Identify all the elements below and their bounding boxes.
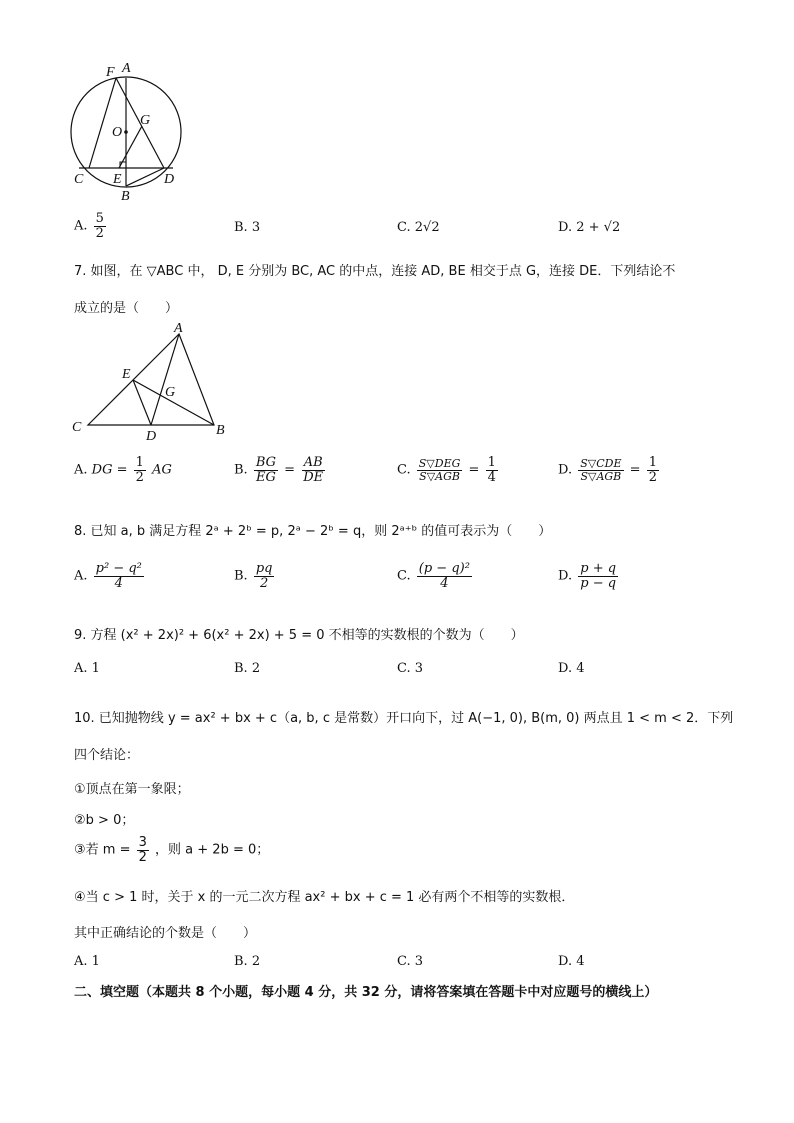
q10-c3-den: 2 xyxy=(138,849,147,865)
q8-option-c-label: C. xyxy=(397,568,411,584)
label-b: B xyxy=(121,189,130,204)
q8-c-den: 4 xyxy=(440,575,449,591)
q7-a-lhs: DG = xyxy=(91,462,128,478)
q7-c-eq: = xyxy=(468,462,480,478)
q10-option-a: A. 1 xyxy=(74,954,100,969)
q6-option-d xyxy=(558,220,620,235)
q10-c3-num: 3 xyxy=(138,835,147,850)
q8-option-b xyxy=(234,562,276,590)
q7-c-den2: 4 xyxy=(487,469,496,485)
q7-d-den2: 2 xyxy=(648,469,657,485)
label-g: G xyxy=(140,113,151,128)
q9-option-d: D. 4 xyxy=(558,661,585,676)
q7-b-den1: EG xyxy=(255,469,276,485)
q10-option-c: C. 3 xyxy=(397,954,424,969)
q6-option-c-label: C. xyxy=(397,220,411,235)
q10-c3-post: ，则 a + 2b = 0； xyxy=(155,842,270,858)
label-d: D xyxy=(146,429,157,442)
q10-stem-line2: 四个结论： xyxy=(74,748,140,763)
q10-option-d: D. 4 xyxy=(558,954,585,969)
q7-a-den: 2 xyxy=(135,469,144,485)
q8-c-num: (p − q)² xyxy=(418,561,470,576)
q7-option-b xyxy=(234,456,327,484)
label-e: E xyxy=(122,367,131,382)
q6-option-c-value: 2√2 xyxy=(414,220,440,235)
q10-conclusion-4: ④当 c > 1 时，关于 x 的一元二次方程 ax² + bx + c = 1 必有两个不相等的实数根． xyxy=(74,890,575,905)
q10-stem-line1: 10. 已知抛物线 y = ax² + bx + c（a, b, c 是常数）开口向下，过 A(−1, 0), B(m, 0) 两点且 1 < m < 2．下列 xyxy=(74,711,734,726)
q7-d-num2: 1 xyxy=(648,455,657,470)
q6-option-b-value: 3 xyxy=(251,220,261,235)
label-e: E xyxy=(113,172,122,187)
q7-b-eq: = xyxy=(284,462,296,478)
q7-stem-line1: 7. 如图，在 ▽ABC 中， D, E 分别为 BC, AC 的中点，连接 AD, BE 相交于点 G，连接 DE．下列结论不 xyxy=(74,264,676,279)
q7-c-den1: S▽AGB xyxy=(419,469,460,483)
q7-a-rhs: AG xyxy=(152,462,172,478)
q7-option-a xyxy=(74,456,172,484)
q7-option-c xyxy=(397,456,500,484)
label-f: F xyxy=(106,65,115,80)
q6-option-d-label: D. xyxy=(558,220,573,235)
q7-option-d-label: D. xyxy=(558,462,573,478)
q8-option-d-label: D. xyxy=(558,568,573,584)
label-o: O xyxy=(112,125,123,140)
q9-stem: 9. 方程 (x² + 2x)² + 6(x² + 2x) + 5 = 0 不相等的实数根的个数为（ ） xyxy=(74,628,524,643)
label-d: D xyxy=(164,172,175,187)
q7-triangle-figure xyxy=(66,318,236,442)
q7-option-a-label: A. xyxy=(74,462,88,478)
triangle-abc xyxy=(88,334,214,425)
q7-d-num1: S▽CDE xyxy=(580,457,622,471)
q6-option-d-value: 2 + √2 xyxy=(576,220,621,235)
q9-option-c: C. 3 xyxy=(397,661,424,676)
q8-option-d xyxy=(558,562,620,590)
label-c: C xyxy=(74,172,84,187)
q6-option-a xyxy=(74,212,108,240)
q6-option-a-fraction xyxy=(94,212,106,240)
q8-option-b-label: B. xyxy=(234,568,248,584)
q7-option-c-label: C. xyxy=(397,462,411,478)
q6-a-num: 5 xyxy=(95,211,104,226)
q9-option-a: A. 1 xyxy=(74,661,100,676)
q8-a-num: p² − q² xyxy=(95,561,142,576)
q7-b-num2: AB xyxy=(303,455,323,470)
q6-circle-figure xyxy=(66,60,196,206)
q7-c-num2: 1 xyxy=(487,455,496,470)
label-c: C xyxy=(72,420,82,435)
center-dot xyxy=(124,130,128,134)
label-b: B xyxy=(216,423,225,438)
q8-a-den: 4 xyxy=(114,575,123,591)
q7-stem-line2: 成立的是（ ） xyxy=(74,301,179,316)
q7-d-den1: S▽AGB xyxy=(580,469,622,483)
q8-option-a-label: A. xyxy=(74,568,88,584)
q10-c3-pre: ③若 m = xyxy=(74,842,131,858)
section-2-heading: 二、填空题（本题共 8 个小题，每小题 4 分，共 32 分，请将答案填在答题卡中对应题号的横线上） xyxy=(74,985,658,1000)
segment-de xyxy=(133,380,151,425)
q7-b-den2: DE xyxy=(303,469,324,485)
label-a: A xyxy=(122,61,131,76)
q9-option-b: B. 2 xyxy=(234,661,261,676)
q7-option-b-label: B. xyxy=(234,462,248,478)
q8-option-c xyxy=(397,562,474,590)
q6-a-den: 2 xyxy=(95,225,104,241)
q7-option-d xyxy=(558,456,661,484)
q7-c-num1: S▽DEG xyxy=(418,457,461,471)
q8-d-num: p + q xyxy=(580,561,617,576)
q6-option-b-label: B. xyxy=(234,220,248,235)
q10-ask: 其中正确结论的个数是（ ） xyxy=(74,926,257,941)
q7-a-num: 1 xyxy=(135,455,144,470)
q6-option-b xyxy=(234,220,260,235)
q8-stem: 8. 已知 a, b 满足方程 2ᵃ + 2ᵇ = p, 2ᵃ − 2ᵇ = q，则 2ᵃ⁺ᵇ 的值可表示为（ ） xyxy=(74,524,552,539)
segment-fc xyxy=(89,78,116,168)
q8-b-den: 2 xyxy=(260,575,269,591)
q6-option-c xyxy=(397,220,440,235)
q8-d-den: p − q xyxy=(580,575,617,591)
label-a: A xyxy=(174,321,183,336)
q10-conclusion-1: ①顶点在第一象限； xyxy=(74,782,190,797)
q8-option-a xyxy=(74,562,146,590)
q7-b-num1: BG xyxy=(255,455,277,470)
q6-option-a-label: A. xyxy=(74,218,88,234)
q7-d-eq: = xyxy=(629,462,641,478)
label-g: G xyxy=(165,385,176,400)
q10-conclusion-2: ②b > 0； xyxy=(74,813,135,828)
q10-conclusion-3 xyxy=(74,836,269,864)
q8-b-num: pq xyxy=(255,561,273,576)
q10-option-b: B. 2 xyxy=(234,954,261,969)
